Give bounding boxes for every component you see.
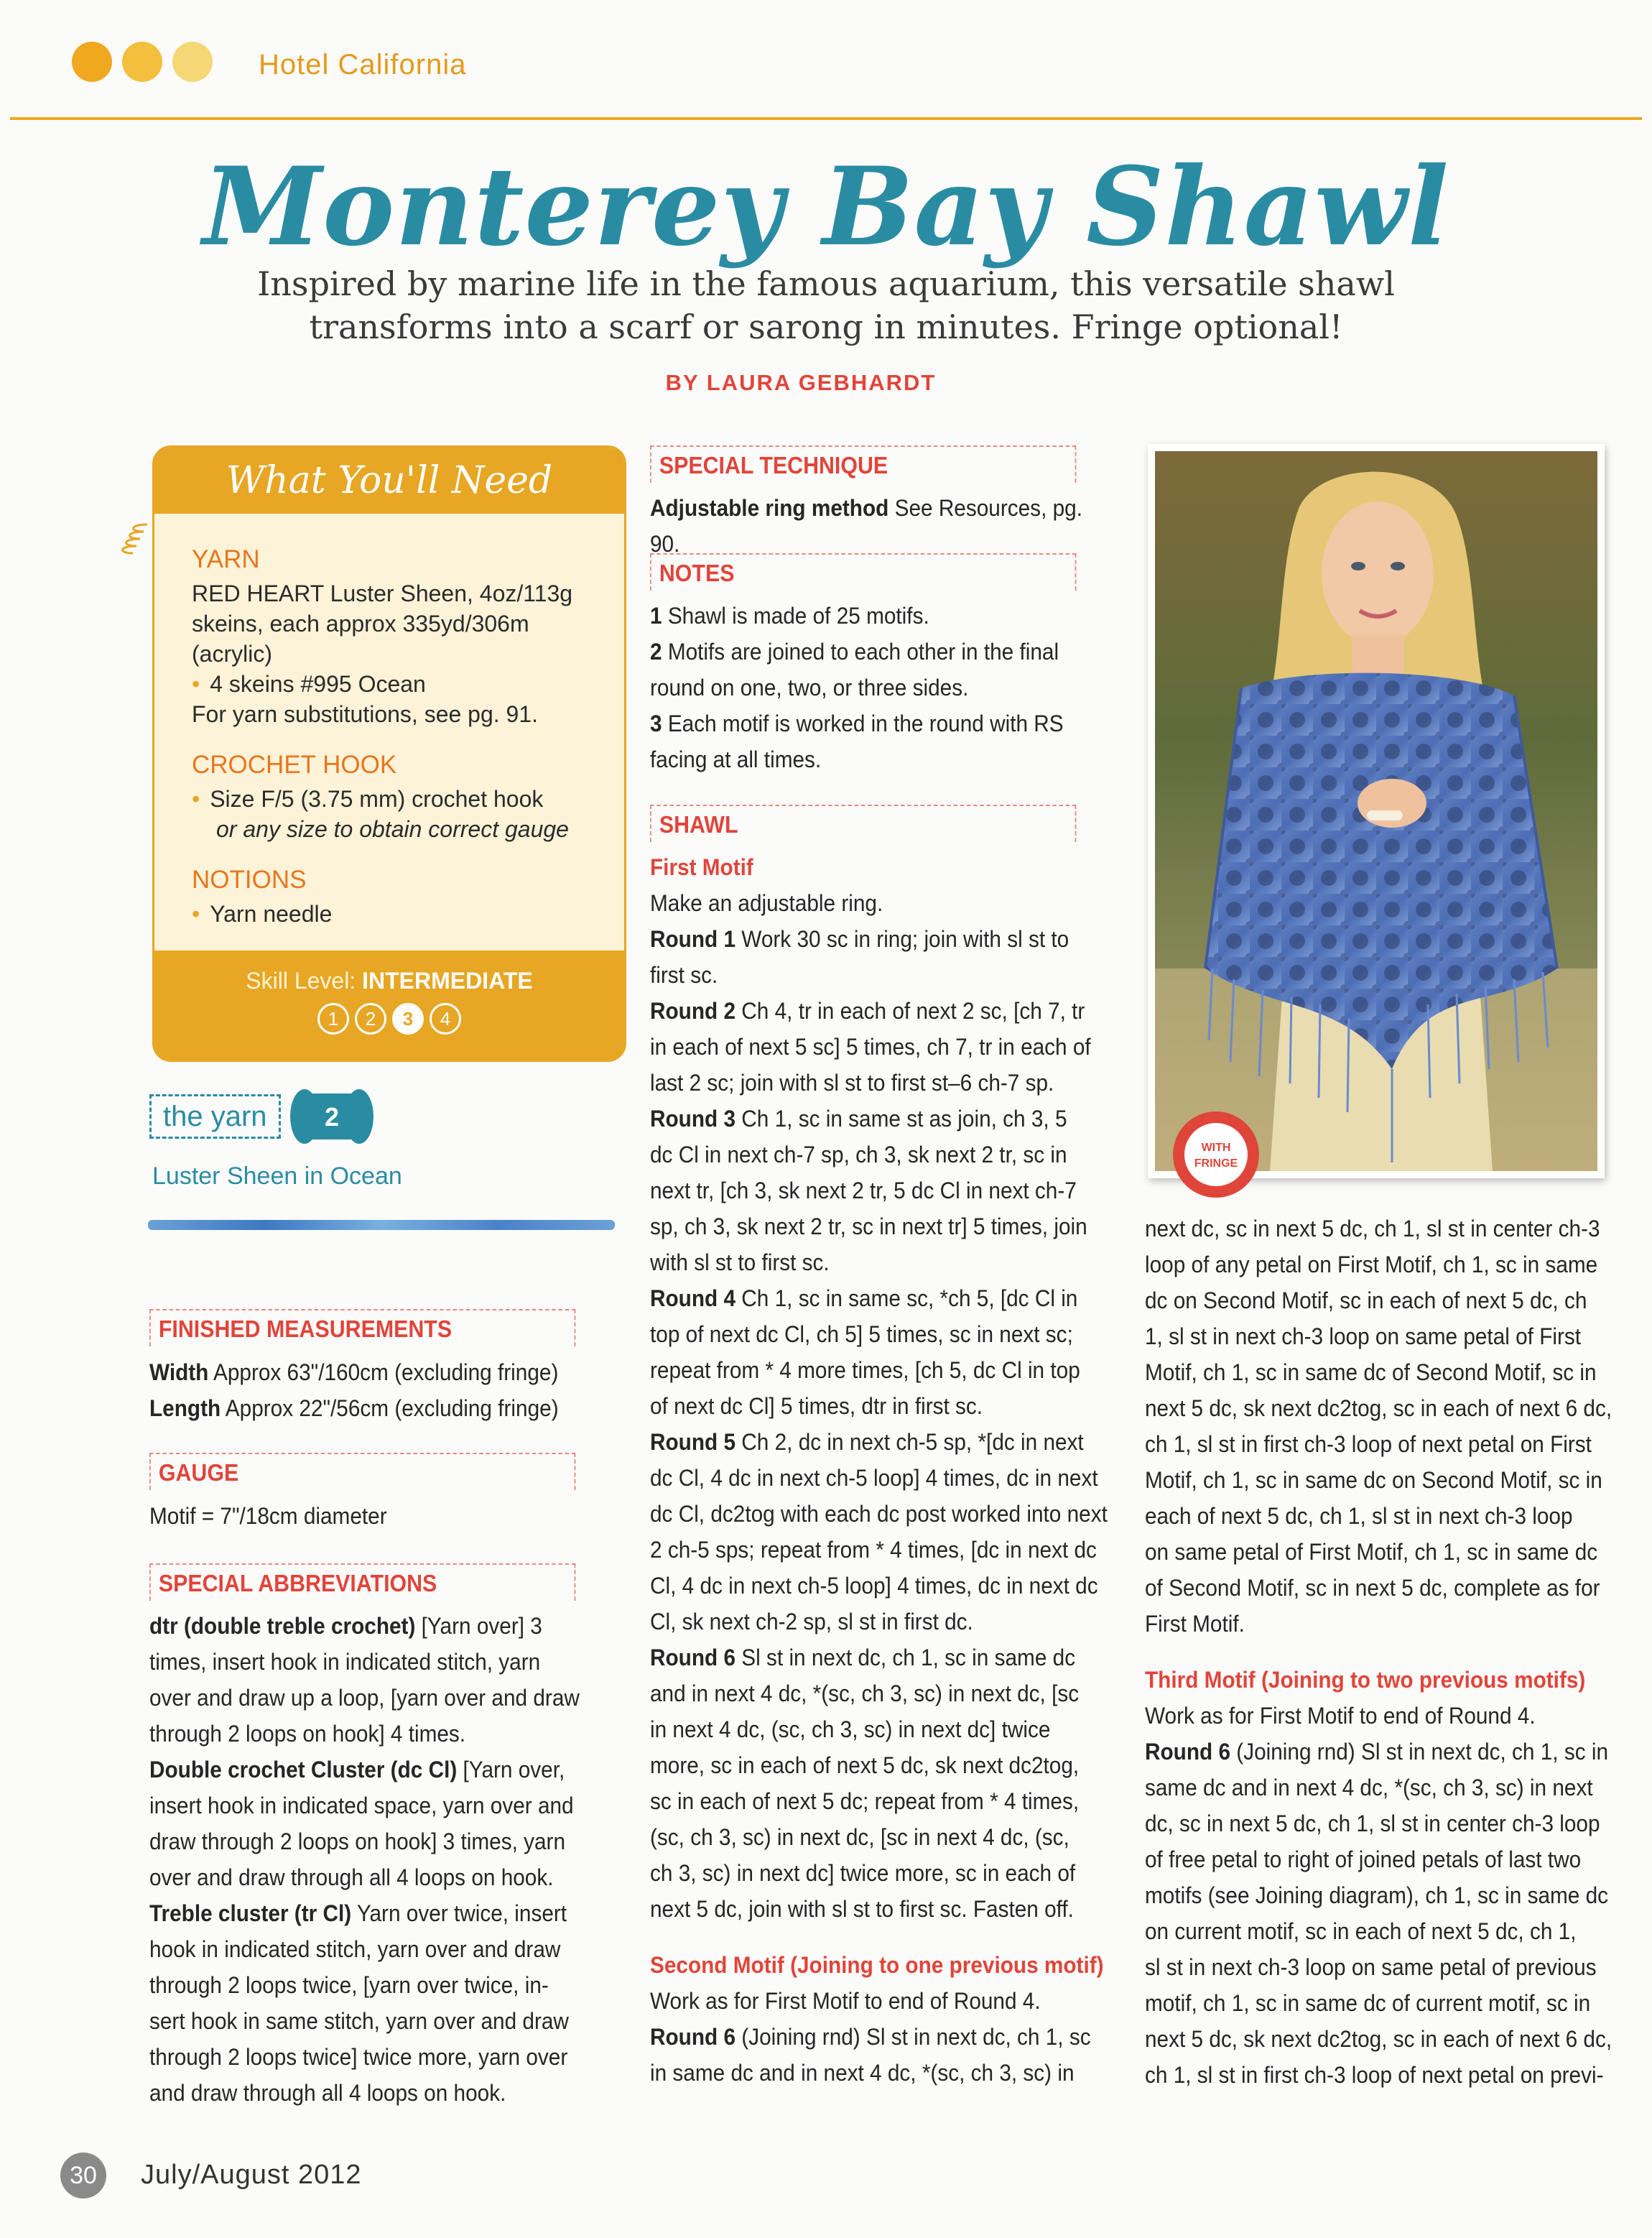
hook-label: CROCHET HOOK: [192, 751, 397, 779]
svg-text:FRINGE: FRINGE: [1194, 1157, 1238, 1170]
yarn-name: Luster Sheen in Ocean: [152, 1162, 402, 1190]
model-photo: [1148, 444, 1605, 1178]
gauge-text: Motif = 7"/18cm diameter: [149, 1503, 387, 1529]
second-motif-continued: next dc, sc in next 5 dc, ch 1, sl st in center ch-3 loop of any petal on First Motif, ch 1, sc in same dc on Second Motif, sc in each of next 5 dc, ch 1, sl st in next ch-3 loop on same petal of First Motif, ch 1, sc in same dc of Second Motif, sc in next 5 dc, sk next dc2tog, sc in each of next 6 dc, ch 1, sl st in first ch-3 loop of next petal on First Motif, ch 1, sc in same dc on Second Motif, sc in each of next 5 dc, ch 1, sl st in next ch-3 loop on same petal of First Motif, ch 1, sc in same dc of Second Motif, sc in next 5 dc, complete as for First Motif. Third Motif (Joining to two previous motifs) Work as for First Motif to end of Round 4. Round 6 (Joining rnd) Sl st in next dc, ch 1, sc in same dc and in next 4 dc, *(sc, ch 3, sc) in next dc, sc in next 5 dc, ch 1, sl st in center ch-3 loop of free petal to right of joined petals of last two motifs (see Joining diagram), ch 1, sc in same dc on current motif, sc in each of next 5 dc, ch 1, sl st in next ch-3 loop on same petal of previous motif, ch 1, sc in same dc of current motif, sc in next 5 dc, sk next dc2tog, sc in each of next 6 dc, ch 1, sl st in first ch-3 loop of next petal on previ-: [1145, 1216, 1612, 2088]
page-number: 30: [60, 2153, 106, 2198]
skill-level-indicator: [154, 1003, 624, 1035]
level-3: 3: [392, 1003, 424, 1035]
notes-label: NOTES: [650, 553, 1076, 591]
page-header: [0, 0, 1652, 122]
measurements-text: Width Approx 63"/160cm (excluding fringe) Length Approx 22"/56cm (excluding fringe): [149, 1359, 559, 1421]
deck-line: transforms into a scarf or sarong in minutes. Fringe optional!: [309, 308, 1343, 346]
bullet-icon: •: [192, 671, 200, 697]
model-photo-illustration: [1155, 451, 1597, 1171]
article-deck: [215, 262, 1437, 348]
what-youll-need-box: [152, 445, 626, 1062]
yarn-weight-icon: [289, 1086, 375, 1147]
the-yarn-tag: the yarn: [149, 1094, 281, 1139]
shawl-instructions: First Motif Make an adjustable ring. Round 1 Work 30 sc in ring; join with sl st to first sc. Round 2 Ch 4, tr in each of next 2 sc, [ch 7, tr in each of next 5 sc] 5 times, ch 7, tr in each of last 2 sc; join with sl st to first st–6 ch-7 sp. Round 3 Ch 1, sc in same st as join, ch 3, 5 dc Cl in next ch-7 sp, ch 3, sk next 2 tr, sc in next tr, [ch 3, sk next 2 tr, 5 dc Cl in next ch-7 sp, ch 3, sk next 2 tr, sc in next tr] 5 times, join with sl st to first sc. Round 4 Ch 1, sc in same sc, *ch 5, [dc Cl in top of next dc Cl, ch 5] 5 times, sc in next sc; repeat from * 4 more times, [ch 5, dc Cl in top of next dc Cl] 5 times, dtr in first sc. Round 5 Ch 2, dc in next ch-5 sp, *[dc in next dc Cl, 4 dc in next ch-5 loop] 4 times, dc in next dc Cl, dc2tog with each dc post worked into next 2 ch-5 sps; repeat from * 4 times, [dc in next dc Cl, 4 dc in next ch-5 loop] 4 times, dc in next dc Cl, sk next ch-2 sp, sl st in first dc. Round 6 Sl st in next dc, ch 1, sc in same dc and in next 4 dc, *(sc, ch 3, sc) in next dc, [sc in next 4 dc, (sc, ch 3, sc) in next dc] twice more, sc in each of next 5 dc, sk next dc2tog, sc in each of next 5 dc; repeat from * 4 times, (sc, ch 3, sc) in next dc, [sc in next 4 dc, (sc, ch 3, sc) in next dc] twice more, sc in each of next 5 dc, join with sl st to first sc. Fasten off. Second Motif (Joining to one previous motif) Work as for First Motif to end of Round 4. Round 6 (Joining rnd) Sl st in next dc, ch 1, sc in same dc and in next 4 dc, *(sc, ch 3, sc) in: [650, 849, 1118, 2091]
level-1: 1: [317, 1003, 349, 1035]
finished-measurements-label: FINISHED MEASUREMENTS: [149, 1309, 575, 1346]
yarn-strand: [148, 1220, 615, 1230]
yarn-line: (acrylic): [192, 641, 272, 667]
second-motif-heading: Second Motif (Joining to one previous motif): [650, 1952, 1104, 1978]
gauge-label: GAUGE: [149, 1453, 575, 1490]
bullet-icon: •: [192, 786, 200, 812]
need-heading: What You'll Need: [226, 459, 553, 502]
yarn-substitution: For yarn substitutions, see pg. 91.: [192, 701, 539, 727]
first-motif-heading: First Motif: [650, 854, 753, 880]
bullet-icon: •: [192, 901, 200, 927]
with-fringe-badge: [1169, 1108, 1263, 1201]
special-abbreviations-label: SPECIAL ABBREVIATIONS: [149, 1563, 575, 1601]
notes-text: 1 Shawl is made of 25 motifs. 2 Motifs are joined to each other in the final round on one, two, or three sides. 3 Each motif is worked in the round with RS facing at all times.: [650, 603, 1064, 772]
abbreviations-text: dtr (double treble crochet) [Yarn over] 3 times, insert hook in indicated stitch, yarn over and draw up a loop, [yarn over and draw through 2 loops on hook] 4 times. Double crochet Cluster (dc Cl) [Yarn over, insert hook in indicated space, yarn over and draw through 2 loops on hook] 3 times, yarn over and draw through all 4 loops on hook. Treble cluster (tr Cl) Yarn over twice, insert hook in indicated stitch, yarn over and draw through 2 loops twice, [yarn over twice, in- sert hook in same stitch, yarn over and draw through 2 loops twice] twice more, yarn over and draw through all 4 loops on hook.: [149, 1613, 580, 2106]
hook-bullet: Size F/5 (3.75 mm) crochet hook: [210, 786, 544, 812]
skill-label: Skill Level:: [246, 968, 363, 994]
yarn-label: YARN: [192, 545, 260, 573]
skill-level-bar: [154, 951, 624, 1060]
skill-value: INTERMEDIATE: [362, 968, 533, 994]
technique-text: Adjustable ring method See Resources, pg. 90.: [650, 495, 1082, 557]
header-rule: [10, 117, 1642, 120]
need-heading-bar: [154, 448, 624, 514]
hook-alt: or any size to obtain correct gauge: [216, 816, 569, 842]
level-4: 4: [430, 1003, 461, 1035]
svg-text:WITH: WITH: [1201, 1142, 1231, 1154]
deck-line: Inspired by marine life in the famous aquarium, this versatile shawl: [257, 264, 1395, 303]
yarn-line: skeins, each approx 335yd/306m: [192, 611, 529, 637]
section-dots-icon: [72, 42, 213, 82]
notions-bullet: Yarn needle: [210, 901, 333, 927]
byline: BY LAURA GEBHARDT: [665, 370, 937, 395]
shawl-label: SHAWL: [650, 805, 1076, 842]
special-technique-label: SPECIAL TECHNIQUE: [650, 445, 1076, 483]
yarn-bullet: 4 skeins #995 Ocean: [210, 671, 426, 697]
level-2: 2: [355, 1003, 386, 1035]
yarn-weight-number: 2: [324, 1102, 340, 1132]
yarn-line: RED HEART Luster Sheen, 4oz/113g: [192, 581, 573, 606]
issue-date: July/August 2012: [141, 2160, 362, 2190]
notions-label: NOTIONS: [192, 866, 307, 894]
article-title: Monterey Bay Shawl: [203, 144, 1449, 270]
third-motif-heading: Third Motif (Joining to two previous motifs): [1145, 1667, 1586, 1693]
spring-icon: [115, 521, 151, 564]
section-name: Hotel California: [259, 49, 467, 80]
